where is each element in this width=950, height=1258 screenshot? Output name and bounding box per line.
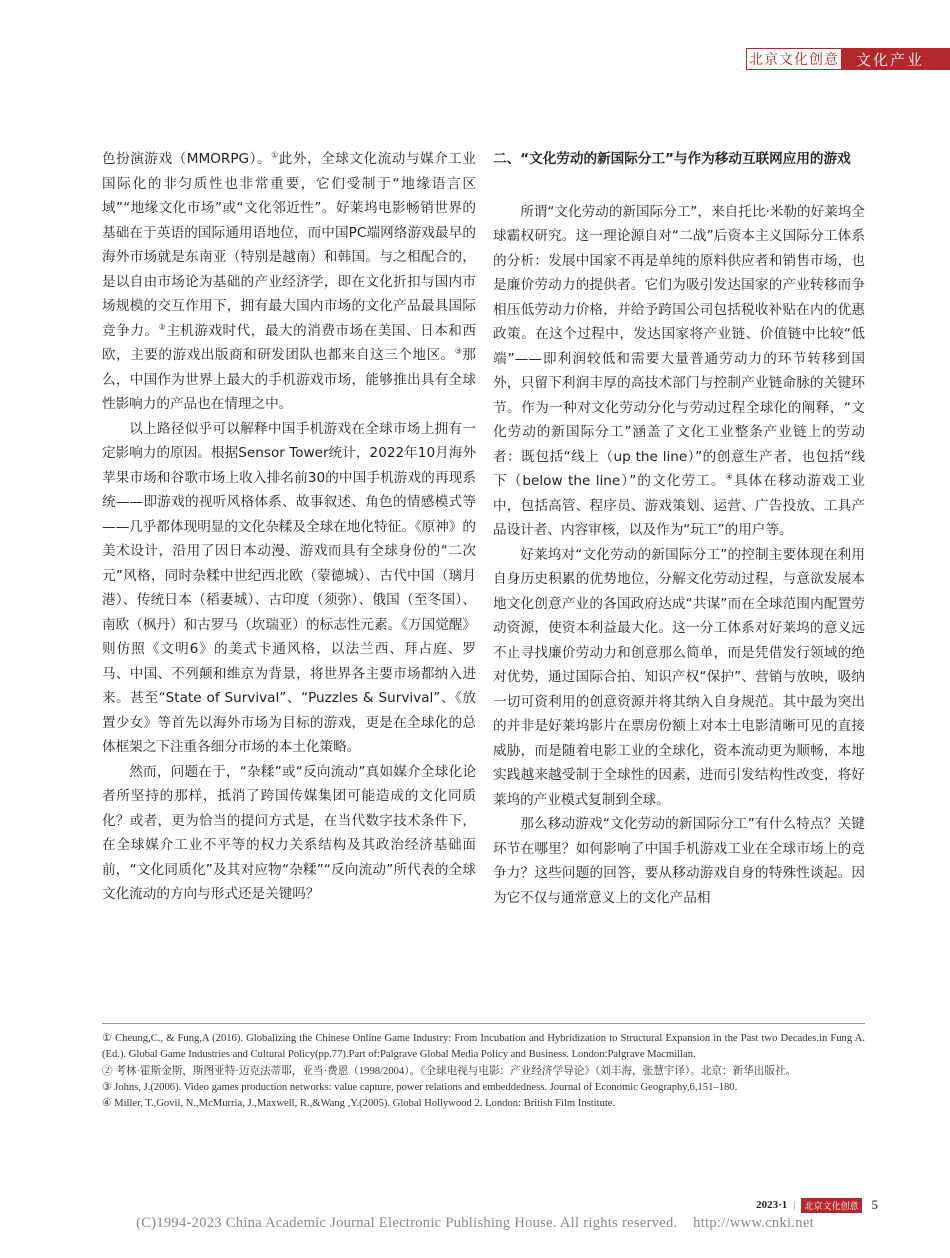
issue-number: 2023·1 (756, 1199, 788, 1211)
footnotes (102, 1031, 865, 1112)
paragraph: 以上路径似乎可以解释中国手机游戏在全球市场上拥有一定影响力的原因。根据Sensor Tower统计，2022年10月海外苹果市场和谷歌市场上收入排名前30的中国手机游戏的再现系统——即游戏的视听风格体系、故事叙述、角色的情感模式等——几乎都体现明显的文化杂糅及全球在地化特征。《原神》的美术设计，沿用了因日本动漫、游戏而具有全球身份的“二次元”风格，同时杂糅中世纪西北欧（蒙德城）、古代中国（璃月港）、传统日本（稻妻城）、古印度（须弥）、俄国（至冬国）、南欧（枫丹）和古罗马（坎瑞亚）的标志性元素。《万国觉醒》则仿照《文明6》的美式卡通风格，以法兰西、拜占庭、罗马、中国、不列颠和维京为背景，将世界各主要市场都纳入进来。甚至“State of Survival”、“Puzzles & Survival”、《放置少女》等首先以海外市场为目标的游戏，更是在全球化的总体框架之下注重各细分市场的本土化策略。 (102, 420, 476, 755)
paragraph: 好莱坞对“文化劳动的新国际分工”的控制主要体现在利用自身历史积累的优势地位，分解文化劳动过程，与意欲发展本地文化创意产业的各国政府达成“共谋”而在全球范围内配置劳动资源，使资本利益最大化。这一分工体系对好莱坞的意义远不止寻找廉价劳动力和创意那么简单，而是凭借发行领域的绝对优势，通过国际合拍、知识产权“保护”、营销与放映，吸纳一切可资利用的创意资源并将其纳入自身规范。其中最为突出的并非是好莱坞影片在票房份额上对本土电影清晰可见的直接威胁，而是随着电影工业的全球化，资本流动更为顺畅，本地实践越来越受制于全球性的因素，进而引发结构性改变，将好莱坞的产业模式复制到全球。 (493, 546, 865, 808)
paragraph: 所谓“文化劳动的新国际分工”，来自托比·米勒的好莱坞全球霸权研究。这一理论源自对“二战”后资本主义国际分工体系的分析：发展中国家不再是单纯的原料供应者和销售市场，也是廉价劳动力的提供者。它们为吸引发达国家的产业转移而争相压低劳动力价格，并给予跨国公司包括税收补贴在内的优惠政策。在这个过程中，发达国家将产业链、价值链中比较“低端”——即利润较低和需要大量普通劳动力的环节转移到国外，只留下利润丰厚的高技术部门与控制产业链命脉的关键环节。作为一种对文化劳动分化与劳动过程全球化的阐释，“文化劳动的新国际分工”涵盖了文化工业整条产业链上的劳动者：既包括“线上（up the line）”的创意生产者，也包括“线下（below the line）”的文化劳工。④具体在移动游戏工业中，包括高管、程序员、游戏策划、运营、广告投放、工具产品设计者、内容审核，以及作为“玩工”的用户等。 (493, 203, 866, 538)
footnote-item: ① Cheung,C., & Fung,A (2016). Globalizing the Chinese Online Game Industry: From Incubation and Hybridization to Structural Expansion in the Past two Decades.in Fung A.(Ed.). Global Game Industries and Cultural Policy(pp.77).Part of:Palgrave Global Media Policy and Business. London:Palgrave Macmillan. (102, 1033, 865, 1061)
footnote-ref[interactable]: ① (271, 150, 279, 160)
journal-section-tag (746, 48, 950, 70)
footer-separator: | (793, 1199, 796, 1211)
section-name-label: 文化产业 (842, 48, 950, 70)
page-number: 5 (871, 1197, 878, 1212)
right-column (493, 147, 865, 910)
journal-name-label: 北京文化创意 (746, 48, 842, 70)
footnote-ref[interactable]: ② (158, 321, 167, 331)
journal-badge: 北京文化创意 (801, 1198, 861, 1213)
paragraph: 然而，问题在于，“杂糅”或“反向流动”真如媒介全球化论者所坚持的那样，抵消了跨国传媒集团可能造成的文化同质化？或者，更为恰当的提问方式是，在当代数字技术条件下，在全球媒介工业不平等的权力关系结构及其政治经济基础面前，“文化同质化”及其对应物“杂糅”“反向流动”所代表的全球文化流动的方向与形式还是关键吗？ (102, 763, 476, 902)
page-footer (756, 1197, 878, 1213)
footnote-ref[interactable]: ④ (725, 472, 734, 482)
section-heading: 二、“文化劳动的新国际分工”与作为移动互联网应用的游戏 (493, 151, 851, 167)
paragraph: 那么移动游戏“文化劳动的新国际分工”有什么特点？关键环节在哪里？如何影响了中国手机游戏工业在全球市场上的竞争力？这些问题的回答，要从移动游戏自身的特殊性谈起。因为它不仅与通常意义上的文化产品相 (493, 816, 865, 906)
left-column (102, 147, 476, 907)
footnote-item: ④ Miller, T.,Govil, N.,McMurria, J.,Maxwell, R.,&Wang ,Y.(2005). Global Hollywood 2. London: British Film Institute. (102, 1098, 616, 1110)
copyright-watermark: (C)1994-2023 China Academic Journal Electronic Publishing House. All rights reserved. http://www.cnki.net (136, 1215, 814, 1231)
footnote-item: ③ Johns, J.(2006). Video games production networks: value capture, power relations and embeddedness. Journal of Economic Geography,6,151–180. (102, 1081, 738, 1093)
paragraph: 色扮演游戏（MMORPG）。①此外，全球文化流动与媒介工业国际化的非匀质性也非常重要，它们受制于“地缘语言区域”“地缘文化市场”或“文化邻近性”。好莱坞电影畅销世界的基础在于英语的国际通用语地位，而中国PC端网络游戏最早的海外市场就是东南亚（特别是越南）和韩国。与之相配合的，是以自由市场论为基础的产业经济学，即在文化折扣与国内市场规模的交互作用下，拥有最大国内市场的文化产品最具国际竞争力。②主机游戏时代，最大的消费市场在美国、日本和西欧，主要的游戏出版商和研发团队也都来自这三个地区。③那么，中国作为世界上最大的手机游戏市场，能够推出具有全球性影响力的产品也在情理之中。 (102, 150, 477, 412)
footnote-item: ② 考林·霍斯金斯，斯图亚特·迈克法蒂耶，亚当·费恩（1998/2004）。《全球电视与电影：产业经济学导论》（刘丰海，张慧宇译）。北京：新华出版社。 (102, 1065, 797, 1077)
footnote-ref[interactable]: ③ (454, 346, 463, 356)
footnote-divider (102, 1023, 865, 1024)
